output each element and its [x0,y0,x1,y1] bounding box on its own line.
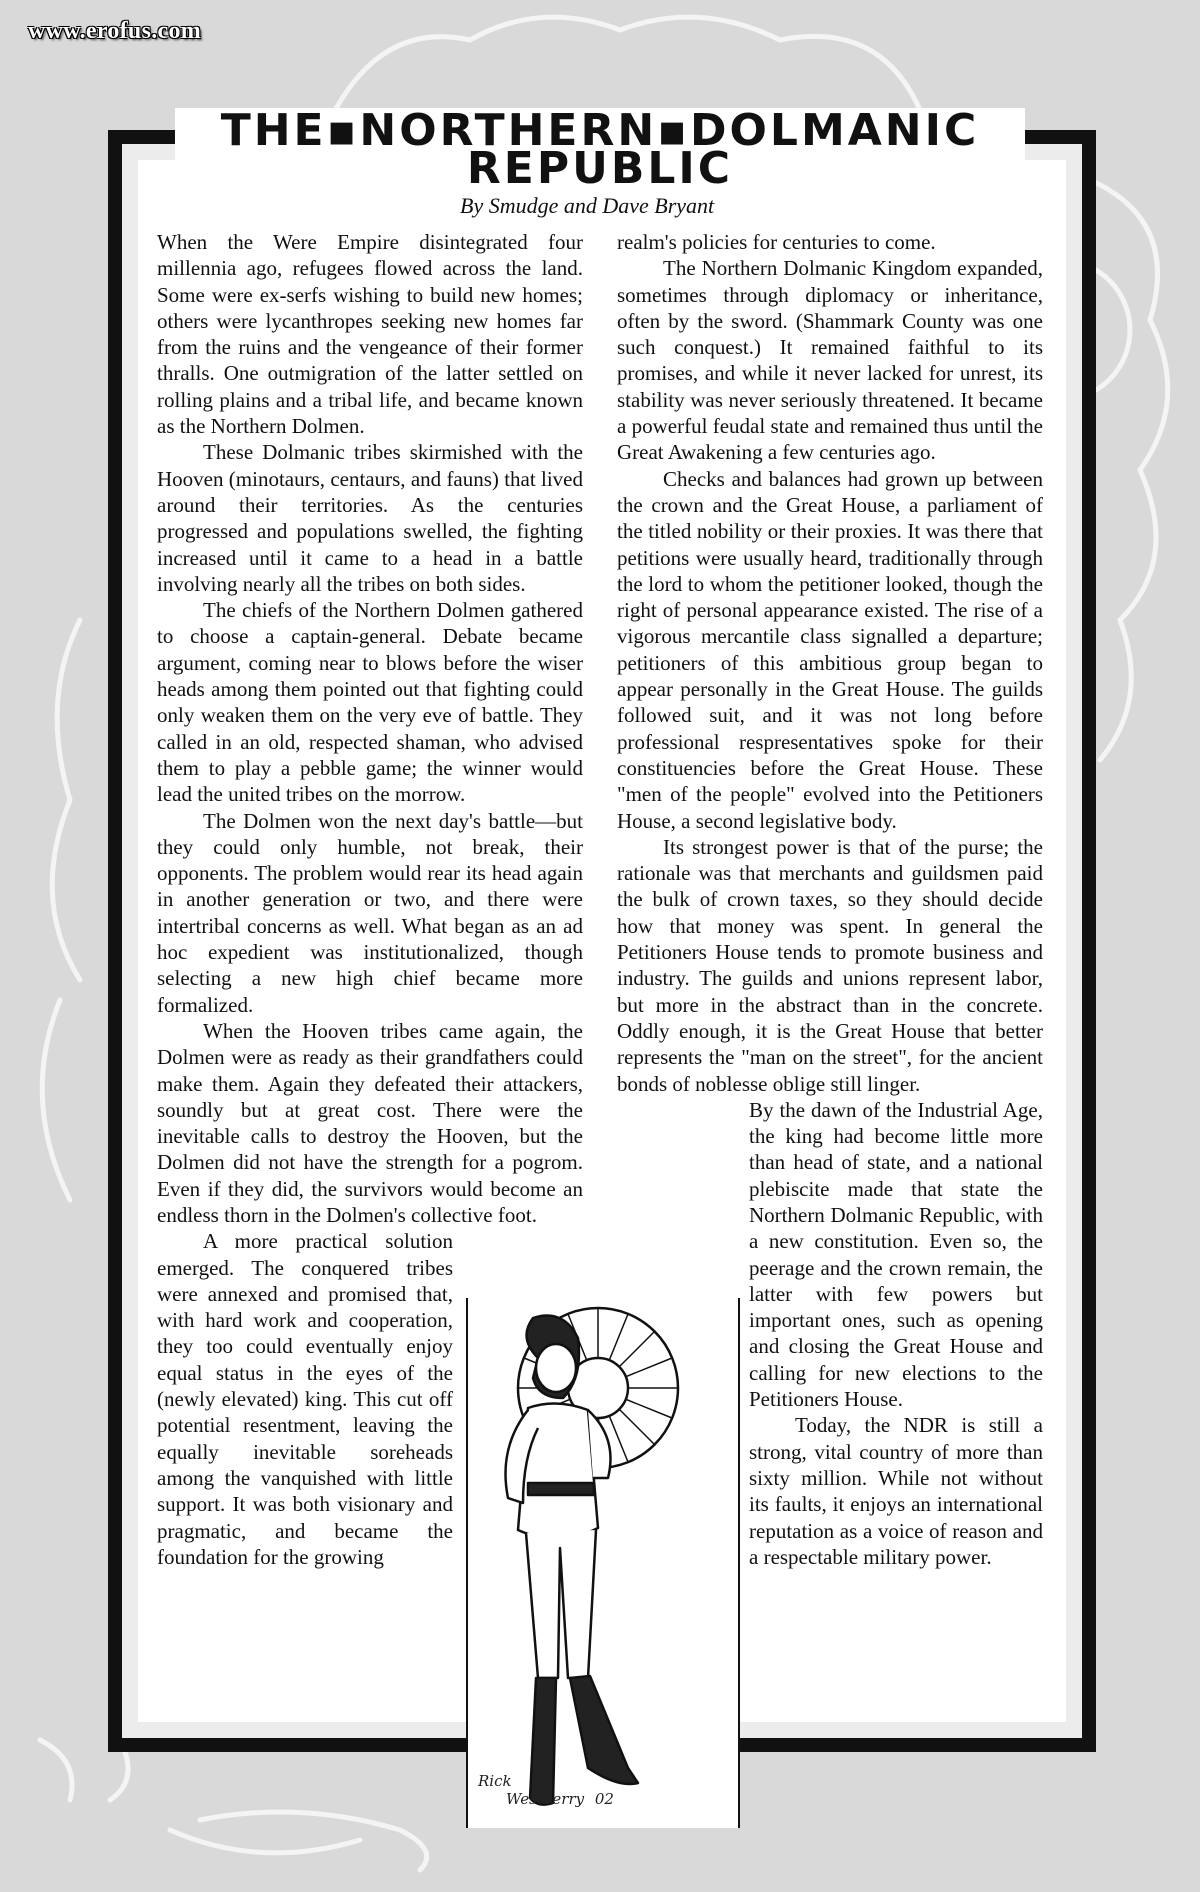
paragraph: When the Were Empire disintegrated four millennia ago, refugees flowed across the land. Some were ex-serfs wishing to build new homes; others were lycanthropes seeking new homes far from the ruins and the vengeance of their former thralls. One outmigration of the latter settled on rolling plains and a tribal life, and became known as the Northern Dolmen. [157,230,583,439]
paragraph: By the dawn of the Industrial Age, the king had become little more than head of state, and a national plebiscite made that state the Northern Dolmanic Republic, with a new constitution. Even so, the peerage and the crown remain, the latter with few powers but important ones, such as opening and closing the Great House and calling for new elections to the Petitioners House. [749,1097,1043,1412]
illustration-panel [466,1298,740,1828]
site-url-watermark: www.erofus.com [28,18,202,44]
paragraph: The chiefs of the Northern Dolmen gathered to choose a captain-general. Debate became argument, coming near to blows before the wiser heads among them pointed out that fighting could only weaken them on the very eve of battle. They called in an old, respected shaman, who advised them to play a pebble game; the winner would lead the united tribes on the morrow. [157,598,583,807]
title-line-2: REPUBLIC [466,143,734,194]
paragraph: These Dolmanic tribes skirmished with the Hooven (minotaurs, centaurs, and fauns) that lived around their territories. As the centuries progressed and populations swelled, the fighting increased until it came to a head in a battle involving nearly all the tribes on both sides. [157,440,583,596]
bg-signature-left [40,1740,360,1853]
paragraph: The Northern Dolmanic Kingdom expanded, sometimes through diplomacy or inheritance, often by the sword. (Shammark County was one such conquest.) It remained faithful to its promises, and while it never lacked for unrest, its stability was never seriously threatened. It became a powerful feudal state and remained thus until the Great Awakening a few centuries ago. [617,256,1043,465]
signature-year: 02 [594,1790,614,1808]
paragraph: Its strongest power is that of the purse; the rationale was that merchants and guildsmen paid the bulk of crown taxes, so they should decide how that money was spent. In general the Petitioners House tends to promote business and industry. The guilds and unions represent labor, but more in the abstract than in the concrete. Oddly enough, it is the Great House that better represents the "man on the street", for the ancient bonds of noblesse oblige still linger. [617,834,1043,1096]
paragraph: When the Hooven tribes came again, the Dolmen were as ready as their grandfathers could make them. Again they defeated their attackers, soundly but at great cost. There were the inevitable calls to destroy the Hooven, but the Dolmen did not have the strength for a pogrom. Even if they did, the survivors would become an endless thorn in the Dolmen's collective foot. [157,1018,583,1227]
title-line-1: THE▪NORTHERN▪DOLMANIC [220,105,980,156]
bg-flower-right [1090,180,1168,760]
bg-signature-right [200,1812,427,1870]
paragraph: The Dolmen won the next day's battle—but they could only humble, not break, their opponents. The problem would rear its head again in another generation or two, and there were intertribal concerns as well. What began as an ad hoc expedient was institutionalized, though selecting a new high chief became more formalized. [157,808,583,1017]
paragraph-continued: realm's policies for centuries to come. [617,230,936,254]
article-title [175,105,1025,194]
paragraph: A more practical solution emerged. The conquered tribes were annexed and promised that, with hard work and cooperation, they too could eventually enjoy equal status in the eyes of the (newly elevated) king. This cut off potential resentment, leaving the equally inevitable soreheads among the vanquished with little support. It was both visionary and pragmatic, and became the foundation for the growing [157,1229,453,1569]
paragraph: Today, the NDR is still a strong, vital country of more than sixty million. While not without its faults, it enjoys an international reputation as a voice of reason and a respectable military power. [749,1413,1043,1569]
paragraph: Checks and balances had grown up between the crown and the Great House, a parliament of the titled nobility or their proxies. It was there that petitions were usually heard, traditionally through the lord to whom the petitioner looked, though the right of personal appearance existed. The rise of a vigorous mercantile class signalled a departure; petitioners of this ambitious group began to appear personally in the Great House. The guilds followed suit, and it was not long before professional respresentatives spoke for their constituencies before the Great House. These "men of the people" evolved into the Petitioners House, a second legislative body. [617,466,1043,833]
signature-last-name: Westberry [506,1790,585,1808]
byline: By Smudge and Dave Bryant [460,193,715,218]
bg-figure-left [42,620,80,1200]
artist-signature [478,1772,614,1808]
woman-with-parasol-illustration [468,1298,738,1828]
signature-first-name: Rick [478,1772,512,1790]
title-block [175,105,1025,198]
